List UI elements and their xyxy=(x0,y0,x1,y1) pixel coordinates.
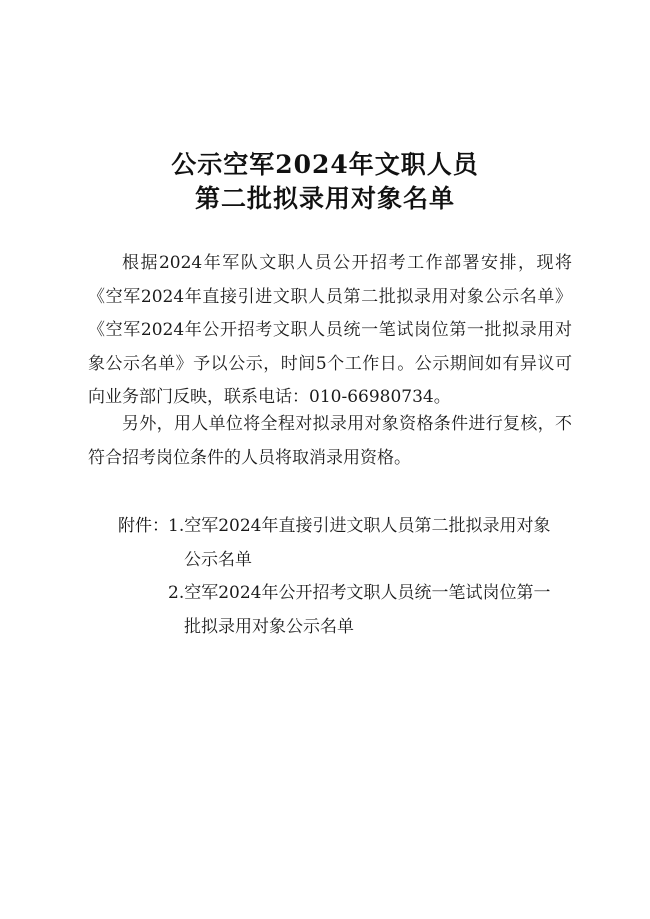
attachments-label: 附件： xyxy=(118,516,169,536)
attachment-title-line2: 批拟录用对象公示名单 xyxy=(184,616,354,637)
announcement-paragraph: 根据2024年军队文职人员公开招考工作部署安排，现将《空军2024年直接引进文职人员第二批拟录用对象公示名单》《空军2024年公开招考文职人员统一笔试岗位第一批拟录用对象公示名单》予以公示，时间5个工作日。公示期间如有异议可向业务部门反映，联系电话：010-66980734。 xyxy=(88,253,572,407)
attachment-number: 2. xyxy=(168,583,185,603)
page-title-line1: 公示空军2024年文职人员 xyxy=(171,150,479,179)
attachment-item xyxy=(168,510,572,577)
attachment-number: 1. xyxy=(168,516,185,536)
verification-paragraph: 另外，用人单位将全程对拟录用对象资格条件进行复核，不符合招考岗位条件的人员将取消录用资格。 xyxy=(88,414,572,468)
attachment-item xyxy=(168,577,572,644)
attachment-title-line1: 空军2024年公开招考文职人员统一笔试岗位第一 xyxy=(184,583,551,603)
attachment-title-line2: 公示名单 xyxy=(184,549,252,570)
attachment-title-line1: 空军2024年直接引进文职人员第二批拟录用对象 xyxy=(184,516,551,536)
page-title-line2: 第二批拟录用对象名单 xyxy=(194,184,455,213)
